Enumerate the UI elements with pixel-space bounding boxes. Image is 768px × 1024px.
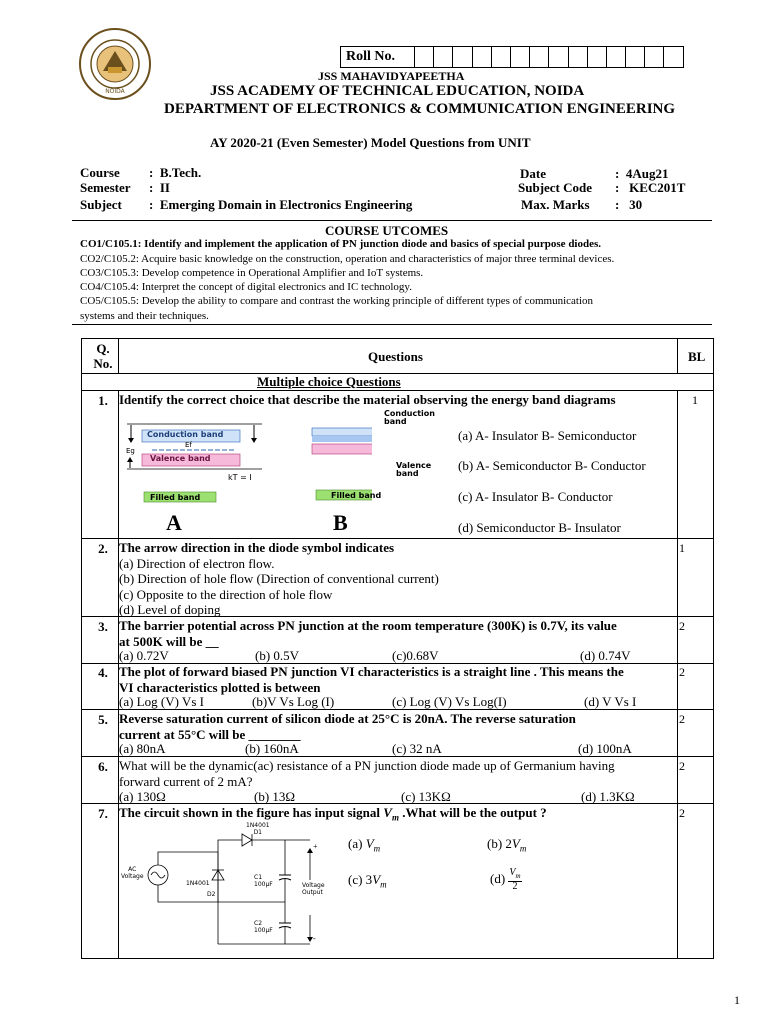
question-number: 1. xyxy=(98,393,108,408)
option-d: (d) 0.74V xyxy=(580,648,631,663)
roll-cell[interactable] xyxy=(530,47,549,67)
option-d: (d) $\frac{V_m}{2}$ xyxy=(490,867,521,892)
question-text: The plot of forward biased PN junction VI characteristics is a straight line . This means the xyxy=(119,664,624,679)
outcome-item: CO5/C105.5: Develop the ability to compare and contrast the working principle of different types of communication xyxy=(80,295,594,307)
option-b: (b) Direction of hole flow (Direction of conventional current) xyxy=(119,571,439,586)
date-label: Date xyxy=(520,166,546,181)
roll-number-box xyxy=(340,46,684,68)
plus-sign: + xyxy=(313,842,318,851)
department-name: DEPARTMENT OF ELECTRONICS & COMMUNICATION ENGINEERING xyxy=(164,101,676,117)
max-marks-value: 30 xyxy=(629,197,643,212)
d2-part: 1N4001 xyxy=(186,880,210,887)
ac-label: AC xyxy=(128,866,137,873)
exam-title: AY 2020-21 (Even Semester) Model Questions from UNIT xyxy=(210,135,531,150)
option-a: (a) 80nA xyxy=(119,741,166,756)
roll-cell[interactable] xyxy=(645,47,664,67)
roll-cell[interactable] xyxy=(453,47,472,67)
bloom-level: 2 xyxy=(679,806,685,820)
outcome-item: CO3/C105.3: Develop competence in Operational Amplifier and IoT systems. xyxy=(80,267,424,279)
c1-value: 100µF xyxy=(254,881,273,888)
col-qno: Q. xyxy=(96,341,110,356)
roll-cell[interactable] xyxy=(626,47,645,67)
question-number: 2. xyxy=(98,541,108,556)
institution-name: JSS ACADEMY OF TECHNICAL EDUCATION, NOIDA xyxy=(210,83,585,99)
option-a: (a) 0.72V xyxy=(119,648,169,663)
option-d: (d) 100nA xyxy=(578,741,632,756)
option-d: (d) Semiconductor B- Insulator xyxy=(458,520,621,535)
institution-logo xyxy=(78,27,152,101)
question-text: current at 55°C will be ________ xyxy=(119,726,301,742)
subject-code-label: Subject Code xyxy=(518,180,593,195)
output-label-2: Output xyxy=(302,889,323,896)
option-b: (b) 13Ω xyxy=(254,789,296,804)
svg-text:NOIDA: NOIDA xyxy=(105,88,125,95)
question-text: The circuit shown in the figure has input signal $V_m$ .What will be the output ? xyxy=(119,805,547,823)
col-qno-2: No. xyxy=(93,356,113,371)
question-text: What will be the dynamic(ac) resistance of a PN junction diode made up of Germanium having xyxy=(119,758,615,773)
bloom-level: 2 xyxy=(679,712,685,726)
circuit-diagram xyxy=(120,820,330,950)
option-a: (a) Direction of electron flow. xyxy=(119,555,275,571)
label-kt: kT = I xyxy=(228,473,252,482)
semester-value: II xyxy=(159,180,170,195)
roll-cell[interactable] xyxy=(607,47,626,67)
option-b: (b) A- Semiconductor B- Conductor xyxy=(458,458,646,473)
d1-label: D1 xyxy=(253,829,262,836)
question-number: 5. xyxy=(98,712,108,727)
option-c: (c) Opposite to the direction of hole flow xyxy=(119,586,333,602)
outcomes-title: COURSE UTCOMES xyxy=(325,223,449,238)
question-number: 6. xyxy=(98,759,108,774)
question-number: 4. xyxy=(98,665,108,680)
question-text: The barrier potential across PN junction at the room temperature (300K) is 0.7V, its value xyxy=(119,618,617,633)
semester-label: Semester xyxy=(80,180,131,195)
label-filled-b: Filled band xyxy=(331,491,382,500)
outcome-item: CO1/C105.1: Identify and implement the application of PN junction diode and basics of special purpose diodes. xyxy=(80,238,602,250)
outcome-item: systems and their techniques. xyxy=(80,310,209,322)
course-value: B.Tech. xyxy=(159,165,202,180)
divider xyxy=(72,324,712,325)
option-a: (a) Log (V) Vs I xyxy=(119,694,204,709)
roll-cell[interactable] xyxy=(492,47,511,67)
question-number: 7. xyxy=(98,806,108,821)
outcome-item: CO4/C105.4: Interpret the concept of digital electronics and IC technology. xyxy=(80,281,412,293)
roll-cell[interactable] xyxy=(549,47,568,67)
ac-voltage-label: Voltage xyxy=(121,873,144,880)
question-text: VI characteristics plotted is between xyxy=(119,679,321,695)
bloom-level: 1 xyxy=(692,393,698,407)
option-c: (c) 13KΩ xyxy=(401,789,451,804)
bloom-level: 2 xyxy=(679,619,685,633)
bloom-level: 1 xyxy=(679,541,685,555)
option-b: (b) 160nA xyxy=(245,741,299,756)
question-text: forward current of 2 mA? xyxy=(119,773,253,789)
c2-label: C2 xyxy=(254,920,263,927)
diagram-letter-a: A xyxy=(166,510,182,535)
divider xyxy=(72,220,712,221)
option-c: (c)0.68V xyxy=(392,648,439,663)
option-a: (a) 130Ω xyxy=(119,789,166,804)
section-title: Multiple choice Questions xyxy=(257,374,401,389)
roll-cell[interactable] xyxy=(664,47,682,67)
option-b: (b) $2V_m$ xyxy=(487,836,527,854)
output-label-1: Voltage xyxy=(302,882,325,889)
bloom-level: 2 xyxy=(679,759,685,773)
question-text: at 500K will be __ xyxy=(119,633,219,649)
option-b: (b) 0.5V xyxy=(255,648,300,663)
bloom-level: 2 xyxy=(679,665,685,679)
subject-label: Subject xyxy=(80,197,122,212)
option-c: (c) A- Insulator B- Conductor xyxy=(458,489,613,504)
option-d: (d) Level of doping xyxy=(119,602,221,617)
parent-org: JSS MAHAVIDYAPEETHA xyxy=(318,69,465,83)
max-marks-label: Max. Marks xyxy=(521,197,590,212)
roll-cell[interactable] xyxy=(434,47,453,67)
label-eg: Eg xyxy=(126,447,135,455)
col-questions: Questions xyxy=(368,349,423,364)
label-ef: Ef xyxy=(185,441,192,449)
roll-cell[interactable] xyxy=(588,47,607,67)
col-bl: BL xyxy=(688,349,706,364)
label-filled-a: Filled band xyxy=(150,493,201,502)
diagram-b xyxy=(312,424,372,500)
course-label: Course xyxy=(80,165,120,180)
subject-value: Emerging Domain in Electronics Engineering xyxy=(159,197,413,212)
roll-cell[interactable] xyxy=(415,47,434,67)
option-b: (b)V Vs Log (I) xyxy=(252,694,335,709)
c1-label: C1 xyxy=(254,874,263,881)
minus-sign: - xyxy=(313,934,316,943)
option-a: (a) $V_m$ xyxy=(348,836,381,854)
option-c: (c) $3V_m$ xyxy=(348,872,387,890)
roll-cell[interactable] xyxy=(473,47,492,67)
c2-value: 100µF xyxy=(254,927,273,934)
question-text: Identify the correct choice that describe the material observing the energy band diagrams xyxy=(119,392,616,407)
option-d: (d) 1.3KΩ xyxy=(581,789,635,804)
page-number: 1 xyxy=(734,993,740,1007)
question-number: 3. xyxy=(98,619,108,634)
question-text: The arrow direction in the diode symbol indicates xyxy=(119,540,395,555)
date-value: 4Aug21 xyxy=(625,166,669,181)
diagram-letter-b: B xyxy=(333,510,348,535)
option-d: (d) V Vs I xyxy=(584,694,637,709)
question-text: Reverse saturation current of silicon diode at 25°C is 20nA. The reverse saturation xyxy=(119,711,576,726)
option-c: (c) Log (V) Vs Log(I) xyxy=(392,694,507,709)
roll-cell[interactable] xyxy=(569,47,588,67)
label-valence-a: Valence band xyxy=(150,454,211,463)
label-conduction-b: Conduction band xyxy=(384,409,435,426)
d1-part: 1N4001 xyxy=(246,822,270,829)
outcome-item: CO2/C105.2: Acquire basic knowledge on the construction, operation and characteristics of major three terminal devices. xyxy=(80,253,615,265)
roll-cell[interactable] xyxy=(511,47,530,67)
d2-label: D2 xyxy=(207,891,216,898)
option-c: (c) 32 nA xyxy=(392,741,442,756)
option-a: (a) A- Insulator B- Semiconductor xyxy=(458,428,637,443)
subject-code-value: KEC201T xyxy=(629,180,686,195)
label-valence-b: Valence band xyxy=(396,461,432,478)
roll-label: Roll No. xyxy=(341,47,415,67)
label-conduction-a: Conduction band xyxy=(147,430,224,439)
